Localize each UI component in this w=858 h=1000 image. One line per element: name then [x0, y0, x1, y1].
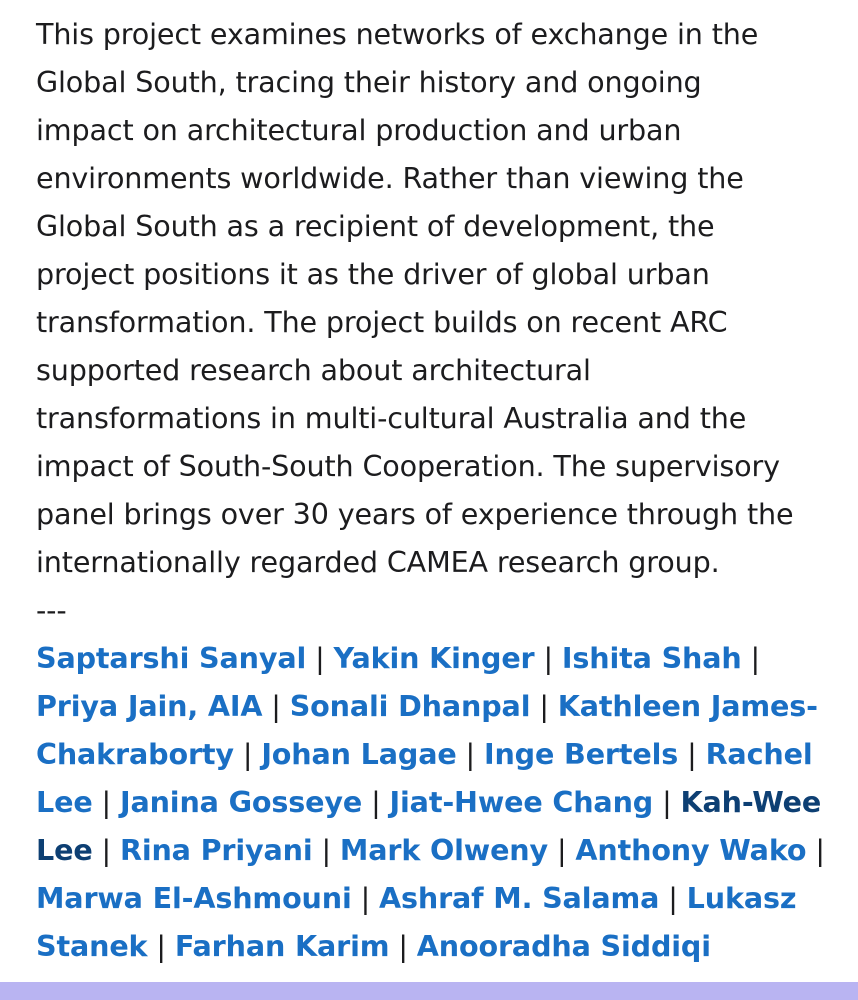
mention-separator: | [668, 881, 678, 915]
bottom-bar [0, 982, 858, 1000]
mention-link[interactable]: Janina Gosseye [119, 785, 363, 819]
mention-separator: | [662, 785, 672, 819]
mention-separator: | [321, 833, 331, 867]
mention-link[interactable]: Saptarshi Sanyal [36, 641, 307, 675]
mention-separator: | [101, 785, 111, 819]
mention-separator: | [101, 833, 111, 867]
mention-separator: | [242, 737, 253, 771]
mention-link[interactable]: Mark Olweny [339, 833, 549, 867]
mention-separator: | [156, 929, 166, 963]
post-body-text: This project examines networks of exchange in the Global South, tracing their history and ongoing impact on architectural production and urban environments worldwide. Rather than viewing the Global South as a recipient of development, the project positions it as the driver of global urban transformation. The project builds on recent ARC supported research about architectural transformations in multi-cultural Australia and the impact of South-South Cooperation. The supervisory panel brings over 30 years of experience through the internationally regarded CAMEA research group. [36, 17, 794, 579]
mention-link[interactable]: Ishita Shah [561, 641, 742, 675]
mention-link[interactable]: Sonali Dhanpal [289, 689, 531, 723]
mention-link[interactable]: Farhan Karim [174, 929, 390, 963]
mention-separator: | [315, 641, 325, 675]
mention-link[interactable]: Johan Lagae [261, 737, 457, 771]
mention-list [36, 634, 836, 970]
mention-separator: | [543, 641, 553, 675]
mention-link-visited[interactable]: Kah-Wee Lee [36, 785, 822, 867]
mention-link[interactable]: Anthony Wako [575, 833, 807, 867]
mention-link[interactable]: Priya Jain, AIA [36, 689, 263, 723]
mention-link[interactable]: Marwa El-Ashmouni [36, 881, 352, 915]
mention-separator: | [398, 929, 408, 963]
mention-separator: | [271, 689, 281, 723]
mention-separator: | [750, 641, 761, 675]
mention-separator: | [465, 737, 476, 771]
mention-link[interactable]: Ashraf M. Salama [379, 881, 660, 915]
mention-separator: | [556, 833, 567, 867]
post-content [36, 10, 836, 970]
mention-separator: | [360, 881, 371, 915]
mention-link[interactable]: Anooradha Siddiqi [416, 929, 711, 963]
mention-link[interactable]: Lukasz Stanek [36, 881, 797, 963]
mention-separator: | [539, 689, 549, 723]
mention-link[interactable]: Rina Priyani [119, 833, 313, 867]
mention-link[interactable]: Kathleen James-Chakraborty [36, 689, 818, 771]
mention-separator: | [687, 737, 697, 771]
mention-link[interactable]: Jiat-Hwee Chang [389, 785, 654, 819]
mention-separator: | [371, 785, 381, 819]
mention-separator: | [815, 833, 825, 867]
mention-link[interactable]: Yakin Kinger [333, 641, 535, 675]
mention-link[interactable]: Rachel Lee [36, 737, 813, 819]
mention-link[interactable]: Inge Bertels [483, 737, 679, 771]
separator-line: --- [36, 593, 67, 627]
